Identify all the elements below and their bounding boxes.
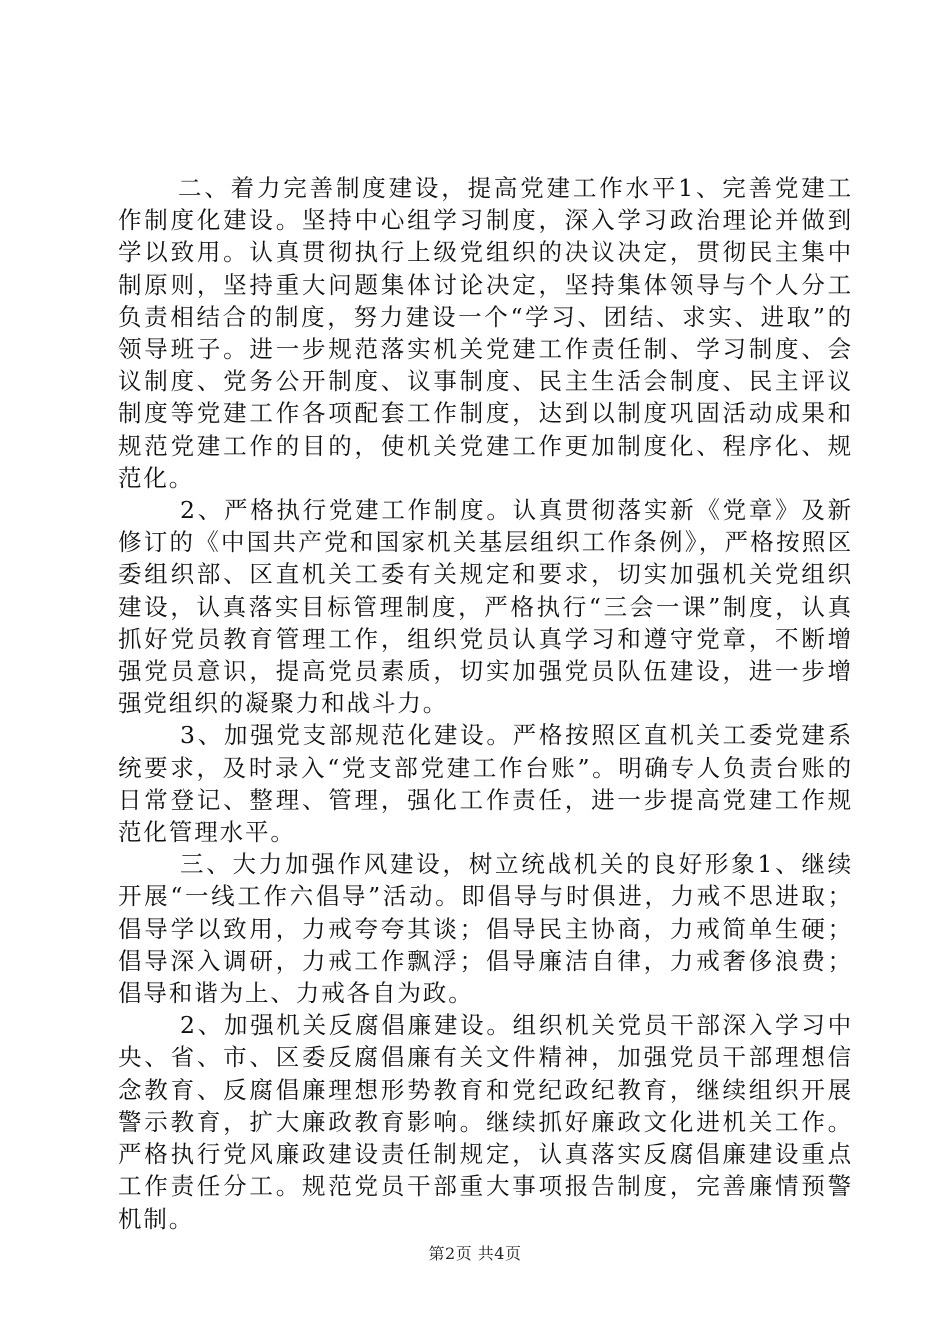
paragraph-item-2: 2、严格执行党建工作制度。认真贯彻落实新《党章》及新修订的《中国共产党和国家机关基层组织工作条例》，严格按照区委组织部、区直机关工委有关规定和要求，切实加强机关党组织建设，认真落实目标管理制度，严格执行“三会一课”制度，认真抓好党员教育管理工作，组织党员认真学习和遵守党章，不断增强党员意识，提高党员素质，切实加强党员队伍建设，进一步增强党组织的凝聚力和战斗力。: [118, 496, 853, 718]
paragraph-section-three: 三、大力加强作风建设，树立统战机关的良好形象1、继续开展“一线工作六倡导”活动。即倡导与时俱进，力戒不思进取；倡导学以致用，力戒夸夸其谈；倡导民主协商，力戒简单生硬；倡导深入调研，力戒工作飘浮；倡导廉洁自律，力戒奢侈浪费；倡导和谐为上、力戒各自为政。: [118, 850, 853, 1008]
paragraph-item-3: 3、加强党支部规范化建设。严格按照区直机关工委党建系统要求，及时录入“党支部党建工作台账”。明确专人负责台账的日常登记、整理、管理，强化工作责任，进一步提高党建工作规范化管理水平。: [118, 721, 853, 847]
paragraph-anticorruption: 2、加强机关反腐倡廉建设。组织机关党员干部深入学习中央、省、市、区委反腐倡廉有关文件精神，加强党员干部理想信念教育、反腐倡廉理想形势教育和党纪政纪教育，继续组织开展警示教育，扩大廉政教育影响。继续抓好廉政文化进机关工作。严格执行党风廉政建设责任制规定，认真落实反腐倡廉建设重点工作责任分工。规范党员干部重大事项报告制度，完善廉情预警机制。: [118, 1011, 853, 1233]
document-body: [118, 172, 853, 1235]
paragraph-section-two: 二、着力完善制度建设，提高党建工作水平1、完善党建工作制度化建设。坚持中心组学习制度，深入学习政治理论并做到学以致用。认真贯彻执行上级党组织的决议决定，贯彻民主集中制原则，坚持重大问题集体讨论决定，坚持集体领导与个人分工负责相结合的制度，努力建设一个“学习、团结、求实、进取”的领导班子。进一步规范落实机关党建工作责任制、学习制度、会议制度、党务公开制度、议事制度、民主生活会制度、民主评议制度等党建工作各项配套工作制度，达到以制度巩固活动成果和规范党建工作的目的，使机关党建工作更加制度化、程序化、规范化。: [118, 174, 853, 492]
page-number-footer: 第2页 共4页: [428, 1244, 522, 1263]
